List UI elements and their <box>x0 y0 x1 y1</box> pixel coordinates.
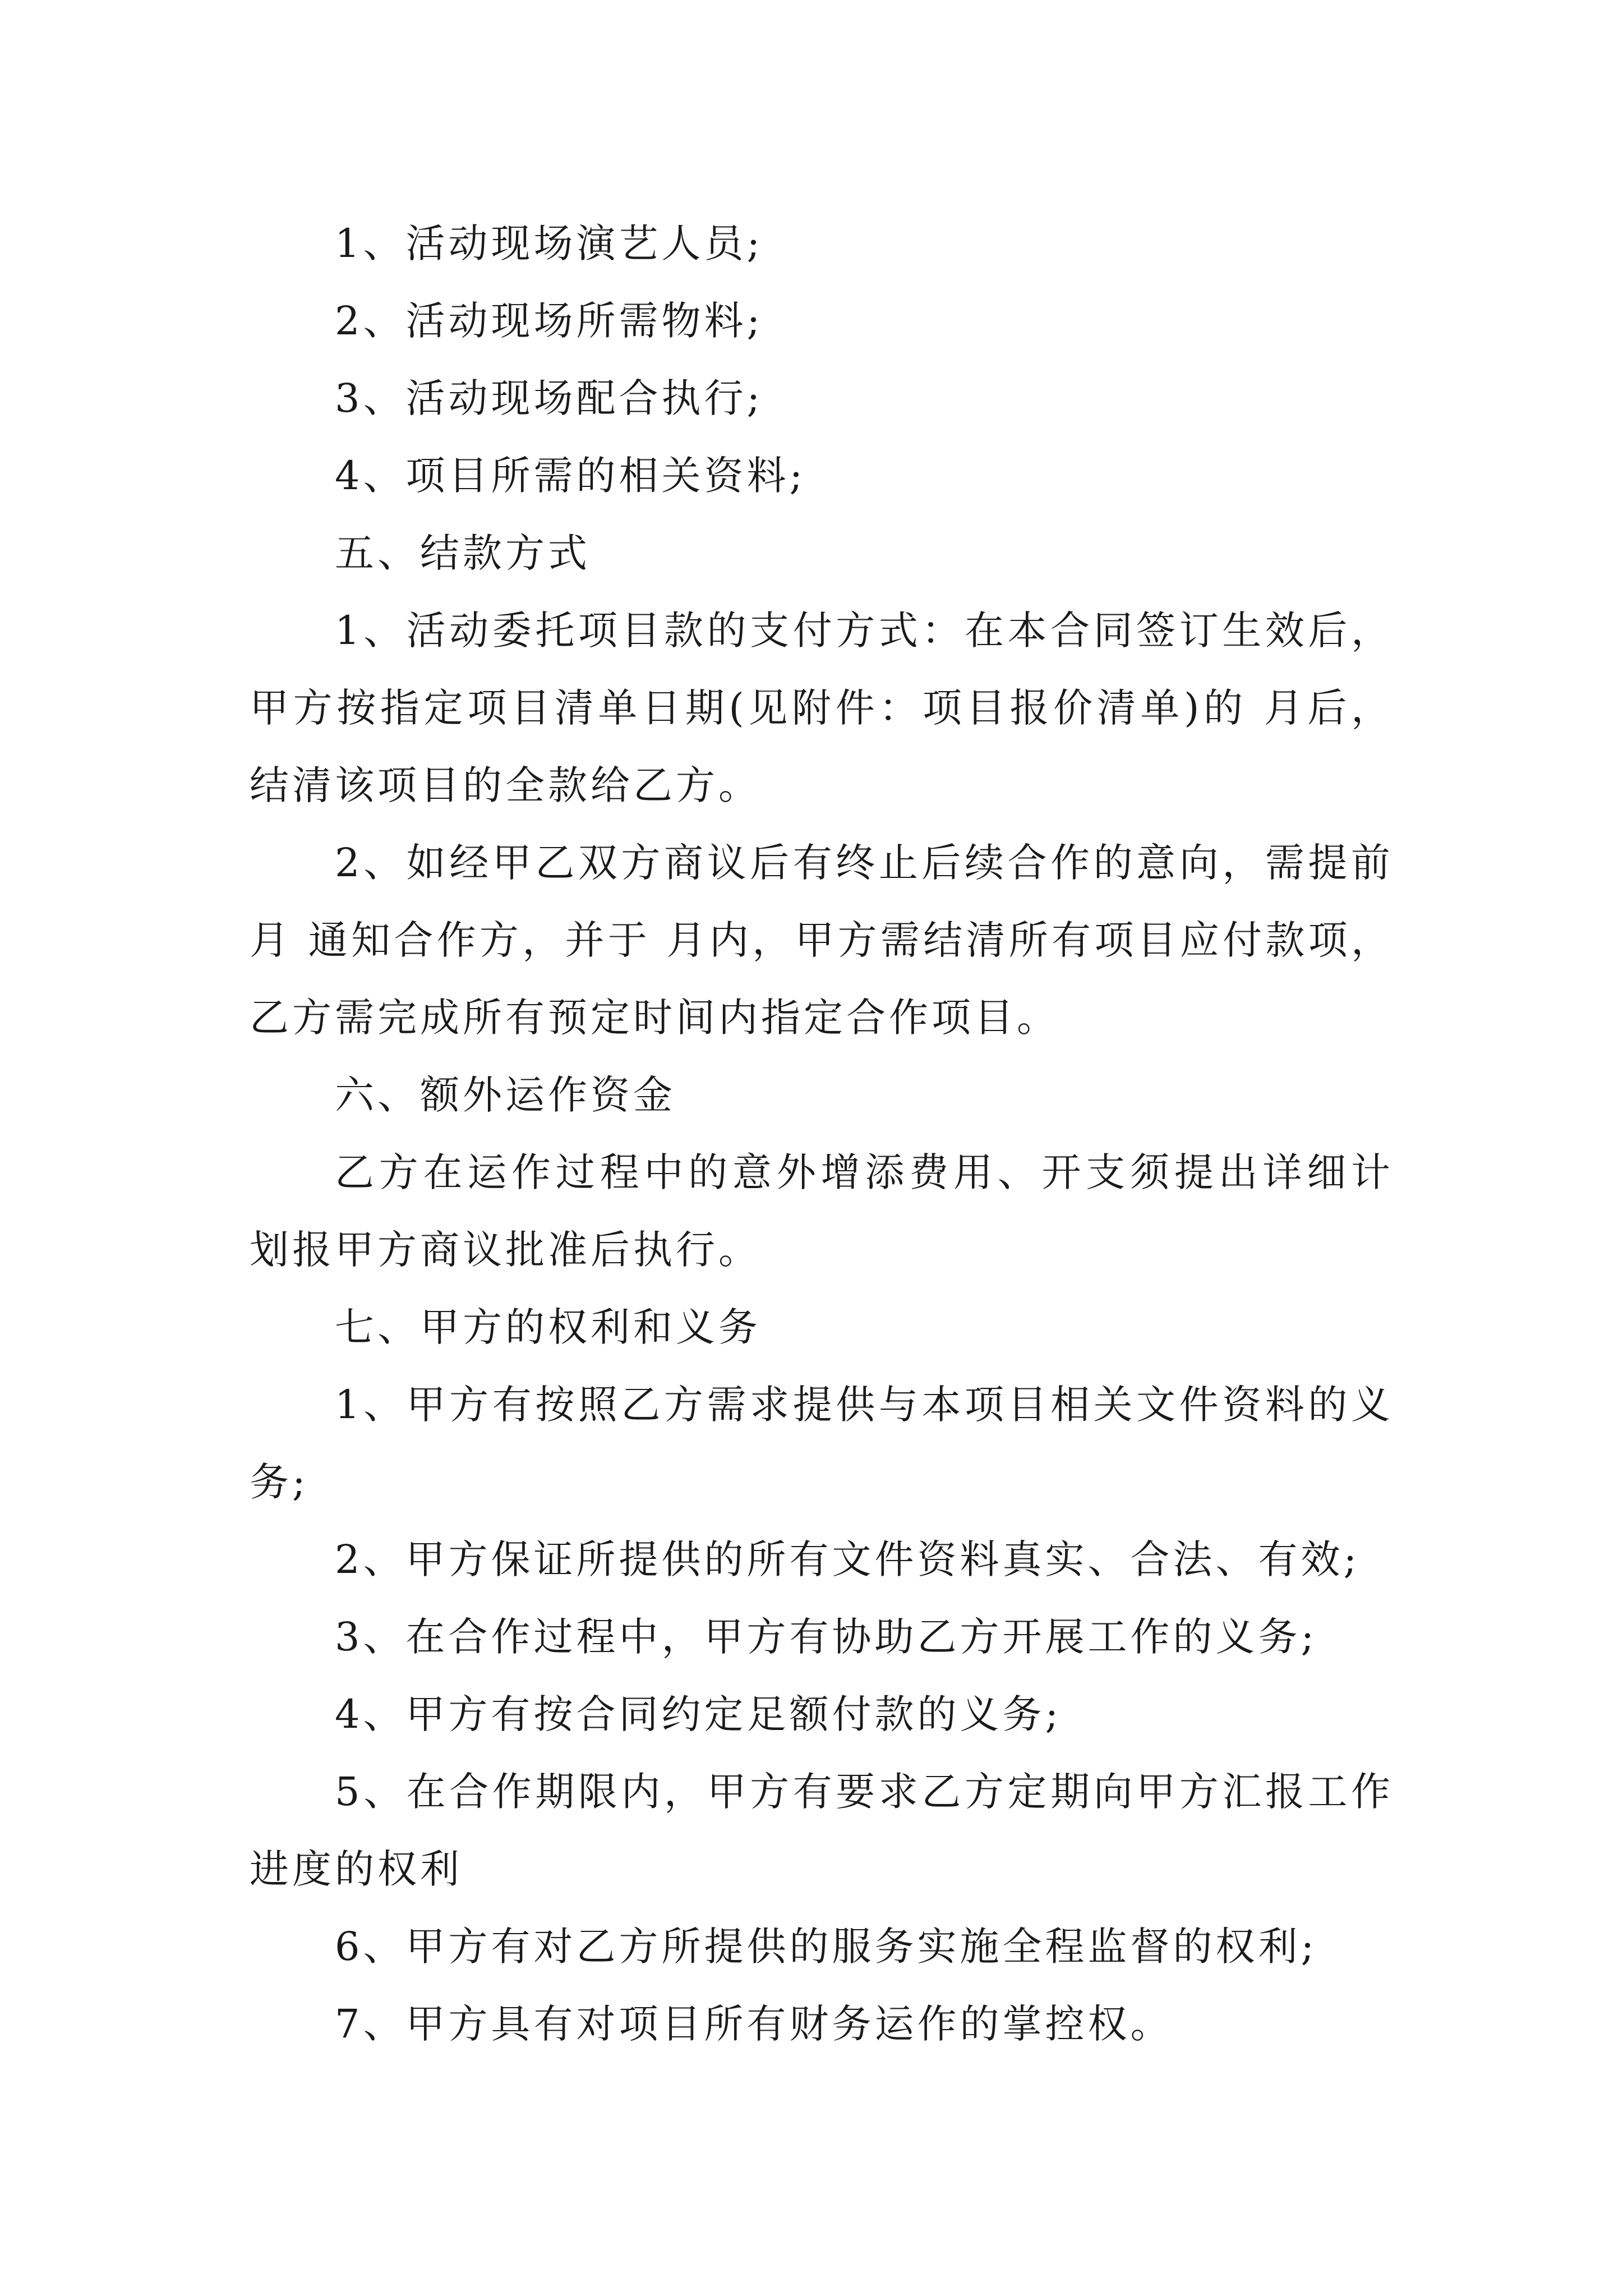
list-item: 3、活动现场配合执行; <box>335 375 764 421</box>
paragraph: 乙方在运作过程中的意外增添费用、开支须提出详细计划报甲方商议批准后执行。 <box>250 1149 1394 1273</box>
list-item: 5、在合作期限内，甲方有要求乙方定期向甲方汇报工作进度的权利 <box>250 1769 1394 1892</box>
list-item: 1、甲方有按照乙方需求提供与本项目相关文件资料的义务; <box>250 1382 1394 1505</box>
section-heading: 六、额外运作资金 <box>335 1072 676 1118</box>
section-heading: 五、结款方式 <box>335 530 591 576</box>
list-item: 7、甲方具有对项目所有财务运作的掌控权。 <box>335 2001 1173 2047</box>
list-item: 6、甲方有对乙方所提供的服务实施全程监督的权利; <box>335 1924 1318 1970</box>
paragraph: 2、如经甲乙双方商议后有终止后续合作的意向，需提前 月 通知合作方，并于 月内，甲方需结清所有项目应付款项，乙方需完成所有预定时间内指定合作项目。 <box>250 840 1394 1041</box>
paragraph: 1、活动委托项目款的支付方式：在本合同签订生效后，甲方按指定项目清单日期(见附件：项目报价清单)的 月后，结清该项目的全款给乙方。 <box>250 608 1394 808</box>
list-item: 2、甲方保证所提供的所有文件资料真实、合法、有效; <box>335 1536 1361 1582</box>
list-item: 4、甲方有按合同约定足额付款的义务; <box>335 1691 1062 1737</box>
section-heading: 七、甲方的权利和义务 <box>335 1304 761 1350</box>
list-item: 3、在合作过程中，甲方有协助乙方开展工作的义务; <box>335 1614 1318 1660</box>
list-item: 1、活动现场演艺人员; <box>335 220 764 266</box>
document-body <box>250 205 1394 2063</box>
list-item: 4、项目所需的相关资料; <box>335 453 806 499</box>
list-item: 2、活动现场所需物料; <box>335 298 764 344</box>
